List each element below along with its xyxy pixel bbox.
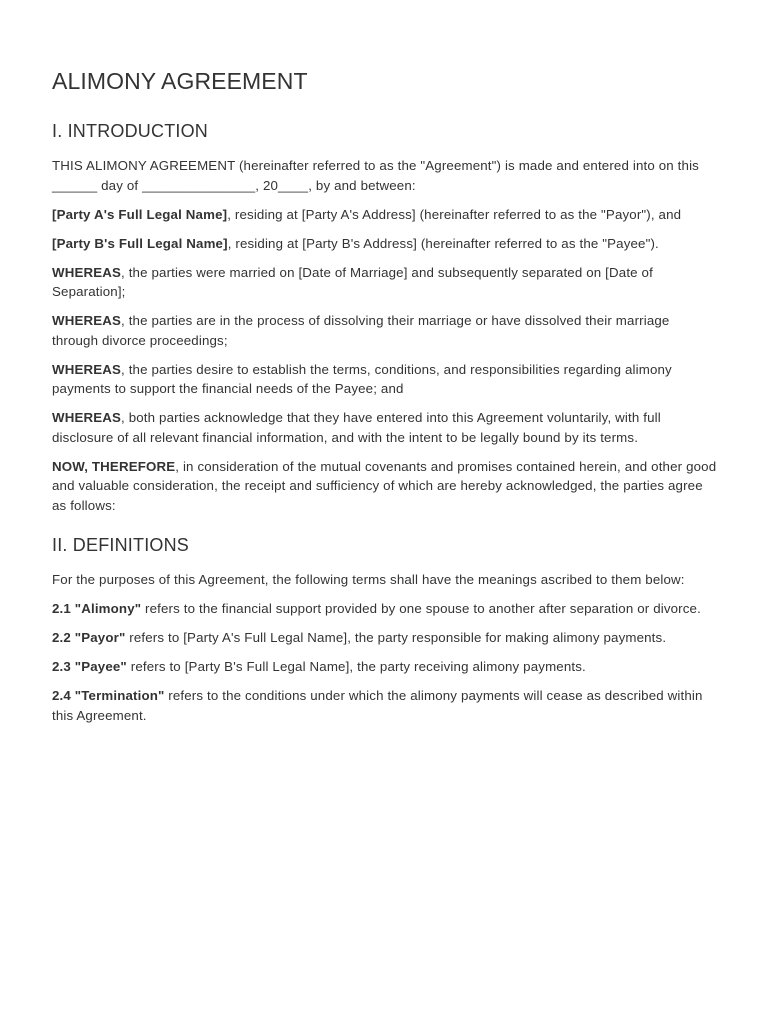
definition-term: 2.2 "Payor" [52, 630, 126, 645]
whereas-text: , the parties were married on [Date of Marriage] and subsequently separated on [Date of Separation]; [52, 264, 653, 299]
now-therefore-paragraph [52, 457, 718, 516]
whereas-text: , both parties acknowledge that they have entered into this Agreement voluntarily, with full disclosure of all relevant financial information, and with the intent to be legally bound by its terms. [52, 410, 661, 445]
whereas-lead: WHEREAS [52, 264, 122, 280]
definition-term: 2.3 "Payee" [52, 659, 127, 674]
definitions-intro: For the purposes of this Agreement, the following terms shall have the meanings ascribed to them below: [52, 572, 685, 587]
whereas-paragraph [52, 360, 718, 399]
section-heading-introduction: I. INTRODUCTION [52, 121, 208, 141]
definition-text: refers to [Party B's Full Legal Name], the party receiving alimony payments. [126, 659, 586, 674]
whereas-paragraph [52, 263, 718, 302]
whereas-lead: WHEREAS [52, 313, 122, 328]
definition-term: 2.1 "Alimony" [52, 601, 142, 616]
now-therefore-lead: NOW, THEREFORE [52, 458, 176, 474]
definition-item [52, 657, 718, 677]
definition-item [52, 628, 718, 648]
party-a-name: [Party A's Full Legal Name] [52, 206, 228, 222]
now-therefore-text: , in consideration of the mutual covenants and promises contained herein, and other good and valuable consideration, the receipt and sufficiency of which are hereby acknowledged, the parties agree as follows: [52, 458, 717, 513]
party-b-text: , residing at [Party B's Address] (hereinafter referred to as the "Payee"). [227, 235, 659, 251]
whereas-paragraph [52, 311, 718, 350]
section-heading-definitions: II. DEFINITIONS [52, 535, 190, 555]
definition-item [52, 599, 718, 619]
document-title: ALIMONY AGREEMENT [52, 68, 308, 94]
whereas-lead: WHEREAS [52, 410, 122, 425]
whereas-text: , the parties are in the process of dissolving their marriage or have dissolved their marriage through divorce proceedings; [52, 313, 670, 348]
definition-text: refers to the conditions under which the alimony payments will cease as described within this Agreement. [52, 688, 703, 723]
definition-item [52, 686, 718, 725]
party-a-paragraph [52, 205, 718, 225]
party-b-name: [Party B's Full Legal Name] [52, 235, 228, 251]
opening-paragraph: THIS ALIMONY AGREEMENT (hereinafter referred to as the "Agreement") is made and entered into on this ______ day of _______________, 20____, by and between: [52, 158, 699, 193]
definition-term: 2.4 "Termination" [52, 688, 165, 703]
party-b-paragraph [52, 234, 718, 254]
definition-text: refers to [Party A's Full Legal Name], the party responsible for making alimony payments. [125, 630, 667, 645]
party-a-text: , residing at [Party A's Address] (hereinafter referred to as the "Payor"), and [227, 206, 682, 222]
whereas-paragraph [52, 408, 718, 447]
definition-text: refers to the financial support provided by one spouse to another after separation or divorce. [141, 601, 701, 616]
whereas-text: , the parties desire to establish the terms, conditions, and responsibilities regarding alimony payments to support the financial needs of the Payee; and [52, 361, 672, 396]
whereas-lead: WHEREAS [52, 361, 122, 377]
